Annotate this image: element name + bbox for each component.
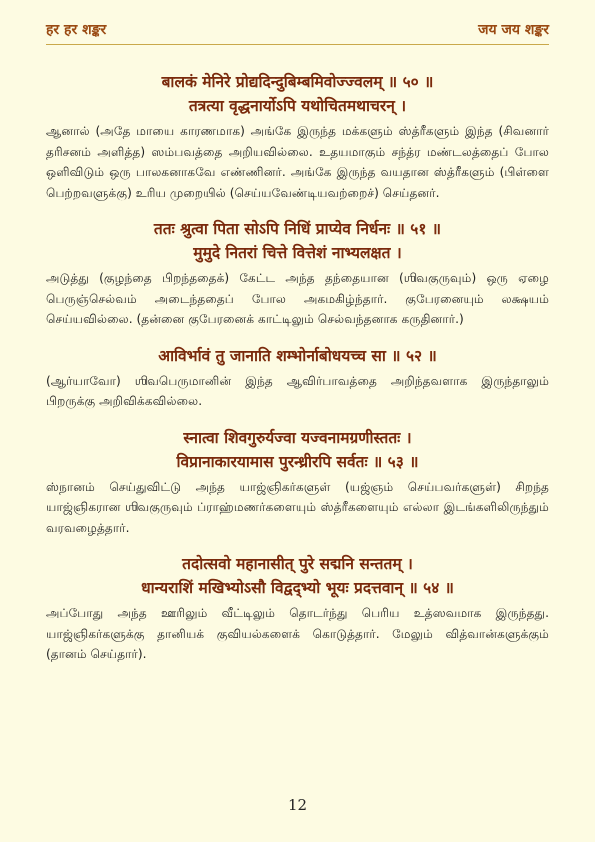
page-header (46, 20, 549, 39)
header-divider (46, 44, 549, 45)
verse-50 (46, 70, 549, 118)
verse-54 (46, 552, 549, 600)
page-number: 12 (287, 796, 308, 814)
verse-51-meaning: அடுத்து (குழந்தை பிறந்ததைக்) கேட்ட அந்த தந்தையான (ஶிவகுருவும்) ஒரு ஏழை பெருஞ்செல்வம் அடைந்ததைப் போல அகமகிழ்ந்தார். குபேரனையும் லக்ஷயம் செய்யவில்லை. (தன்னை குபேரனைக் காட்டிலும் செல்வந்தனாக கருதினார்.) (46, 271, 549, 326)
verse-line: आविर्भावं तु जानाति शम्भोर्नाबोधयच्च सा ॥ ५२ ॥ (158, 345, 437, 365)
verse-line: धान्यराशिं मखिभ्योऽसौ विद्वद्भ्यो भूयः प्रदत्तवान् ॥ ५४ ॥ (141, 578, 454, 597)
verse-line: बालकं मेनिरे प्रोद्यदिन्दुबिम्बमिवोज्ज्वलम् ॥ ५० ॥ (161, 72, 434, 91)
verse-50-meaning: ஆனால் (அதே மாயை காரணமாக) அங்கே இருந்த மக்களும் ஸ்த்ரீகளும் இந்த (சிவனார் தரிசனம் அளித்த) ஸம்பவத்தை அறியவில்லை. உதயமாகும் சந்த்ர மண்டலத்தைப் போல ஒளிவிடும் ஒரு பாலகனாகவே எண்ணினர். அங்கே இருந்த வயதான ஸ்த்ரீகளும் (பிள்ளை பெற்றவளுக்கு) உரிய முறையில் (செய்யவேண்டியவற்றைச்) செய்தனர். (46, 124, 549, 200)
page-body (46, 58, 549, 665)
header-left-text: हर हर शङ्कर (46, 22, 107, 38)
verse-54-meaning: அப்போது அந்த ஊரிலும் வீட்டிலும் தொடர்ந்து பெரிய உத்ஸவமாக இருந்தது. யாஜ்ஞிகர்களுக்கு தானியக் குவியல்களைக் கொடுத்தார். மேலும் வித்வான்களுக்கும் (தானம் செய்தார்). (46, 606, 549, 661)
verse-52-meaning: (ஆர்யாவோ) ஶிவபெருமானின் இந்த ஆவிர்பாவத்தை அறிந்தவளாக இருந்தாலும் பிறருக்கு அறிவிக்கவில்லை. (46, 373, 549, 408)
verse-53 (46, 426, 549, 474)
verse-line: तदोत्सवो महानासीत् पुरे सद्मनि सन्ततम् । (182, 554, 413, 573)
verse-line: स्नात्वा शिवगुरुर्यज्वा यज्वनामग्रणीस्ततः । (183, 427, 412, 447)
verse-line: ततः श्रुत्वा पिता सोऽपि निधिं प्राप्येव निर्धनः ॥ ५१ ॥ (153, 219, 442, 238)
verse-line: तत्रत्या वृद्धनार्योऽपि यथोचितमथाचरन् । (188, 96, 407, 115)
header-right-text: जय जय शङ्कर (478, 22, 549, 38)
verse-line: मुमुदे नितरां चित्ते वित्तेशं नाभ्यलक्षत । (193, 243, 402, 262)
verse-51 (46, 217, 549, 265)
verse-line: विप्रानाकारयामास पुरन्ध्रीरपि सर्वतः ॥ ५३ ॥ (176, 451, 419, 471)
verse-53-meaning: ஸ்நானம் செய்துவிட்டு அந்த யாஜ்ஞிகர்களுள் (யஜ்ஞம் செய்பவர்களுள்) சிறந்த யாஜ்ஞிகரான ஶிவகுருவும் ப்ராஹ்மணர்களையும் ஸ்த்ரீகளையும் எல்லா இடங்களிலிருந்தும் வரவழைத்தார். (46, 479, 549, 535)
verse-52 (46, 344, 549, 368)
